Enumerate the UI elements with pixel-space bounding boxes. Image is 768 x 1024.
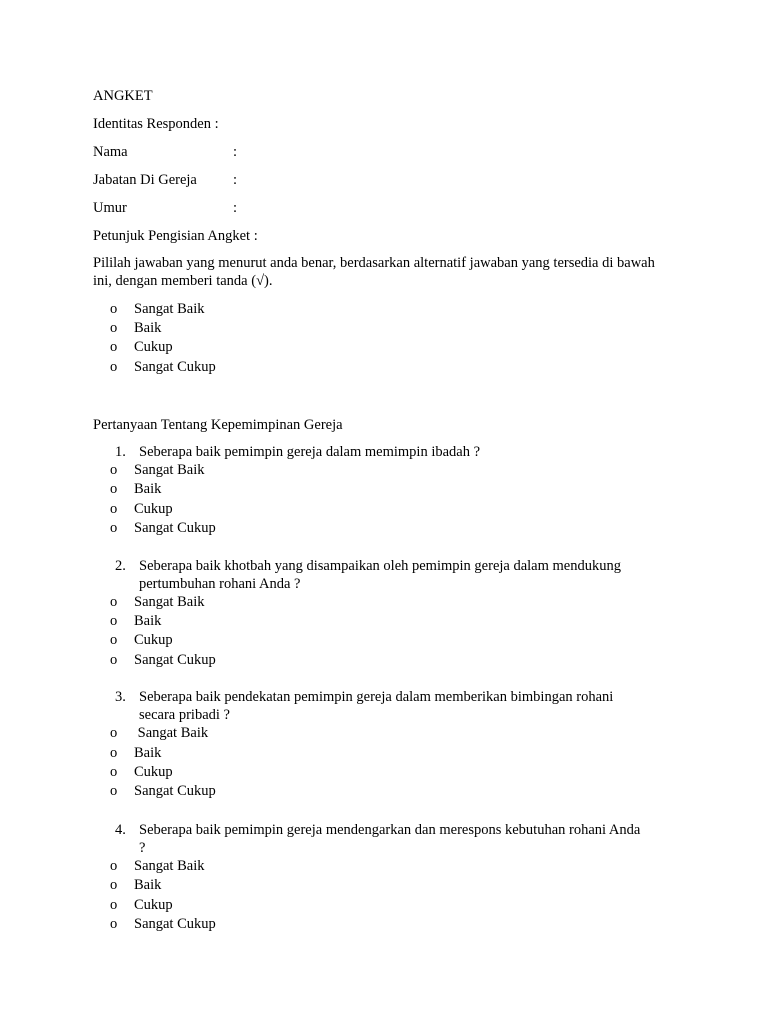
question-option (110, 631, 173, 649)
option-label: Baik (134, 481, 162, 497)
option-label: Baik (134, 613, 162, 629)
question-option (110, 724, 208, 742)
bullet-icon: o (110, 783, 118, 799)
option-label: Baik (134, 745, 162, 761)
bullet-icon: o (110, 481, 118, 497)
question-option (110, 915, 216, 933)
option-label: Cukup (134, 897, 173, 913)
option-label: Sangat Baik (134, 462, 205, 478)
bullet-icon: o (110, 632, 118, 648)
field-umur (93, 199, 237, 217)
option-label: Cukup (134, 501, 173, 517)
field-label: Nama (93, 144, 128, 160)
field-separator: : (233, 172, 238, 188)
bullet-icon: o (110, 916, 118, 932)
instructions-text: Pililah jawaban yang menurut anda benar, berdasarkan alternatif jawaban yang tersedia di bawah ini, dengan memberi tanda (√). (93, 255, 655, 289)
question-option (110, 461, 204, 479)
question-2 (115, 557, 685, 593)
bullet-icon: o (110, 339, 118, 355)
question-option (110, 763, 173, 781)
bullet-icon: o (110, 652, 118, 668)
field-jabatan (93, 171, 237, 189)
question-text: Seberapa baik pemimpin gereja dalam memimpin ibadah ? (139, 444, 481, 460)
question-option (110, 896, 173, 914)
bullet-icon: o (110, 858, 118, 874)
option-label: Sangat Cukup (134, 520, 216, 536)
bullet-icon: o (110, 725, 118, 741)
option-label: Sangat Cukup (134, 783, 216, 799)
instructions-heading: Petunjuk Pengisian Angket : (93, 228, 258, 244)
question-4 (115, 821, 685, 857)
question-option (110, 612, 161, 630)
bullet-icon: o (110, 877, 118, 893)
option-label: Baik (134, 877, 162, 893)
bullet-icon: o (110, 359, 118, 375)
question-option (110, 593, 204, 611)
question-text: Seberapa baik pendekatan pemimpin gereja dalam memberikan bimbingan rohani (139, 689, 614, 705)
field-label: Jabatan Di Gereja (93, 172, 197, 188)
bullet-icon: o (110, 462, 118, 478)
bullet-icon: o (110, 897, 118, 913)
identity-heading: Identitas Responden : (93, 116, 219, 132)
section-heading: Pertanyaan Tentang Kepemimpinan Gereja (93, 417, 343, 433)
bullet-icon: o (110, 764, 118, 780)
question-option (110, 857, 204, 875)
bullet-icon: o (110, 745, 118, 761)
field-label: Umur (93, 200, 127, 216)
option-label: Sangat Cukup (134, 916, 216, 932)
question-text: Seberapa baik khotbah yang disampaikan oleh pemimpin gereja dalam mendukung (139, 558, 621, 574)
option-label: Cukup (134, 764, 173, 780)
question-option (110, 480, 161, 498)
option-label: Sangat Baik (134, 301, 205, 317)
question-text-continued: secara pribadi ? (139, 707, 230, 723)
question-option (110, 519, 216, 537)
option-label: Sangat Baik (134, 725, 209, 741)
legend-option (110, 319, 161, 337)
option-label: Baik (134, 320, 162, 336)
field-nama (93, 143, 237, 161)
question-1 (115, 443, 685, 461)
question-number: 2. (115, 558, 126, 574)
option-label: Sangat Cukup (134, 359, 216, 375)
bullet-icon: o (110, 301, 118, 317)
bullet-icon: o (110, 613, 118, 629)
bullet-icon: o (110, 320, 118, 336)
question-option (110, 744, 161, 762)
bullet-icon: o (110, 520, 118, 536)
question-text-continued: pertumbuhan rohani Anda ? (139, 576, 301, 592)
legend-option (110, 338, 173, 356)
question-3 (115, 688, 685, 724)
legend-option (110, 358, 216, 376)
question-option (110, 500, 173, 518)
question-text-continued: ? (139, 840, 146, 856)
question-number: 4. (115, 822, 126, 838)
question-number: 1. (115, 444, 126, 460)
question-option (110, 651, 216, 669)
option-label: Sangat Baik (134, 594, 205, 610)
question-option (110, 782, 216, 800)
question-text: Seberapa baik pemimpin gereja mendengarkan dan merespons kebutuhan rohani Anda (139, 822, 641, 838)
field-separator: : (233, 200, 238, 216)
field-separator: : (233, 144, 238, 160)
question-option (110, 876, 161, 894)
legend-option (110, 300, 204, 318)
option-label: Sangat Cukup (134, 652, 216, 668)
option-label: Cukup (134, 339, 173, 355)
bullet-icon: o (110, 594, 118, 610)
option-label: Cukup (134, 632, 173, 648)
bullet-icon: o (110, 501, 118, 517)
question-number: 3. (115, 689, 126, 705)
document-title: ANGKET (93, 88, 153, 104)
option-label: Sangat Baik (134, 858, 205, 874)
